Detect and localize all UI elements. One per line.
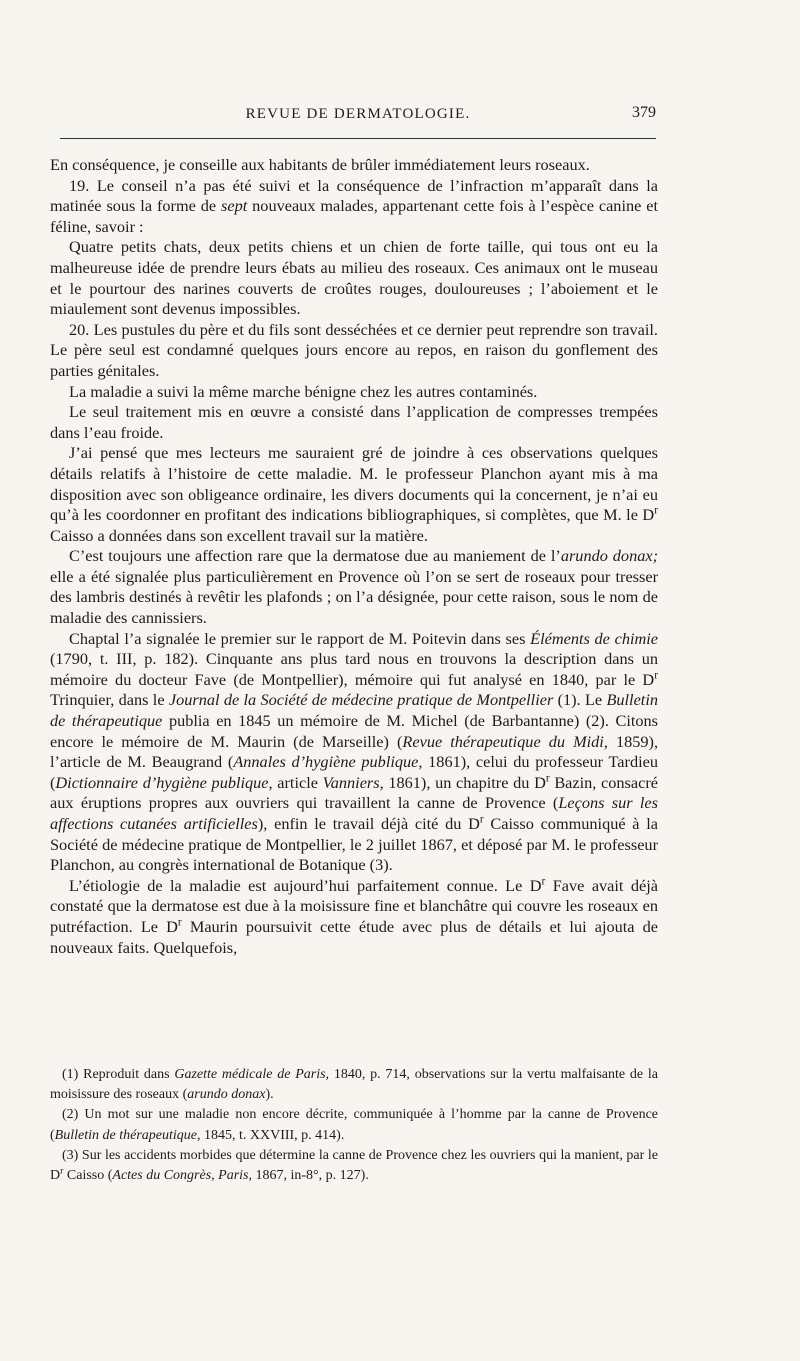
italic-text: Journal de la Société de médecine pratique de Montpellier bbox=[168, 690, 554, 710]
text-run: La maladie a suivi la même marche bénigne chez les autres contaminés. bbox=[69, 381, 538, 401]
text-run: 19. Le conseil n’a pas été suivi et la conséquence de l’infraction m’apparaît dans la matinée sous la forme de bbox=[50, 175, 658, 216]
page-number: 379 bbox=[632, 104, 656, 121]
footnote-3 bbox=[50, 1146, 658, 1186]
text-run: article bbox=[272, 772, 323, 792]
text-run: En conséquence, je conseille aux habitants de brûler immédiatement leurs roseaux. bbox=[50, 155, 590, 174]
running-header bbox=[60, 106, 656, 130]
paragraph-5 bbox=[50, 382, 658, 403]
italic-text: arundo donax; bbox=[560, 546, 658, 566]
paragraph-7 bbox=[50, 443, 658, 546]
italic-text: Actes du Congrès, Paris, bbox=[112, 1168, 252, 1184]
text-run: elle a été signalée plus particulièrement en Provence où l’on se sert de roseaux pour tresser des lambris destinés à revêtir les plafonds ; on l’a désignée, pour cette raison, sous le nom de maladie des cannissiers. bbox=[50, 566, 658, 628]
italic-text: Annales d’hygiène publique bbox=[233, 752, 419, 772]
superscript: r bbox=[541, 875, 546, 888]
text-run: Bazin, consacré aux éruptions propres aux ouvriers qui travaillent la canne de Provence ( bbox=[50, 772, 658, 813]
text-run: (3) Sur les accidents morbides que détermine la canne de Provence chez les ouvriers qui la manient, par le D bbox=[50, 1147, 658, 1184]
italic-text: Vanniers bbox=[322, 772, 380, 792]
italic-text: Bulletin de thérapeutique bbox=[50, 690, 658, 731]
italic-text: Bulletin de thérapeutique bbox=[54, 1127, 197, 1143]
text-run: 1867, in-8°, p. 127). bbox=[252, 1168, 369, 1184]
text-run: , 1859), l’article de M. Beaugrand ( bbox=[50, 731, 659, 772]
italic-text: sept bbox=[221, 196, 248, 216]
text-run: Maurin poursuivit cette étude avec plus de détails et lui ajouta de nouveaux faits. Quelquefois, bbox=[50, 916, 659, 957]
paragraph-10 bbox=[50, 876, 658, 958]
footnote-1 bbox=[50, 1065, 658, 1105]
text-run: Caisso communiqué à la Société de médecine pratique de Montpellier, le 2 juillet 1867, et déposé par M. le professeur Planchon, au congrès international de Botanique (3). bbox=[50, 814, 659, 875]
superscript: r bbox=[545, 772, 550, 785]
footnotes bbox=[50, 1065, 658, 1186]
italic-text: arundo donax bbox=[187, 1087, 266, 1103]
body-text bbox=[50, 155, 658, 958]
header-rule bbox=[60, 138, 656, 139]
text-run: 20. Les pustules du père et du fils sont desséchées et ce dernier peut reprendre son travail. Le père seul est condamné quelques jours encore au repos, en raison du gonflement des parties génitales. bbox=[50, 319, 658, 380]
superscript: r bbox=[479, 813, 484, 826]
paragraph-2 bbox=[50, 176, 658, 238]
italic-text: Revue thérapeutique du Midi bbox=[402, 731, 604, 751]
text-run: Quatre petits chats, deux petits chiens et un chien de forte taille, qui tous ont eu la malheureuse idée de prendre leurs ébats au milieu des roseaux. Ces animaux ont le museau et le pourtour des narines couverts de croûtes rouges, douloureuses ; l’aboiement et le miaulement sont devenus impossibles. bbox=[50, 237, 658, 319]
text-run: L’étiologie de la maladie est aujourd’hui parfaitement connue. Le D bbox=[69, 875, 542, 895]
text-run: C’est toujours une affection rare que la dermatose due au maniement de l’ bbox=[69, 546, 561, 566]
superscript: r bbox=[654, 504, 658, 517]
text-run: , 1845, t. XXVIII, p. 414). bbox=[196, 1127, 345, 1143]
text-run: 1840, p. 714, observations sur la vertu malfaisante de la moisissure des roseaux ( bbox=[50, 1067, 659, 1103]
superscript: r bbox=[177, 916, 182, 929]
text-run: publia en 1845 un mémoire de M. Michel (de Barbantanne) (2). Citons encore le mémoire de M. Maurin (de Marseille) ( bbox=[50, 711, 658, 751]
text-run: , 1861), celui du professeur Tardieu ( bbox=[50, 752, 658, 792]
paragraph-8 bbox=[50, 546, 658, 628]
text-run: Caisso ( bbox=[63, 1168, 113, 1184]
text-run: Fave avait déjà constaté que la dermatose est due à la moisissure fine et blanchâtre qui couvre les roseaux en putréfaction. Le D bbox=[50, 875, 658, 936]
text-run: (1) Reproduit dans bbox=[62, 1067, 175, 1082]
text-run: (1790, t. III, p. 182). Cinquante ans plus tard nous en trouvons la description dans un mémoire du docteur Fave (de Montpellier), mémoire qui fut analysé en 1840, par le D bbox=[50, 649, 658, 689]
paragraph-4 bbox=[50, 320, 658, 382]
text-run: J’ai pensé que mes lecteurs me sauraient gré de joindre à ces observations quelques détails relatifs à l’histoire de cette maladie. M. le professeur Planchon ayant mis à ma disposition avec son obligeance ordinaire, les divers documents qui la concernent, je n’ai eu qu’à les coordonner en profitant des indications bibliographiques, si complètes, que M. le D bbox=[50, 443, 658, 525]
italic-text: Leçons sur les affections cutanées artificielles bbox=[50, 793, 658, 833]
text-run: nouveaux malades, appartenant cette fois à l’espèce canine et féline, savoir : bbox=[50, 196, 658, 236]
paragraph-1 bbox=[50, 155, 658, 176]
text-run: (2) Un mot sur une maladie non encore décrite, communiquée à l’homme par la canne de Provence ( bbox=[50, 1107, 658, 1143]
superscript: r bbox=[60, 1165, 64, 1177]
italic-text: Dictionnaire d’hygiène publique, bbox=[55, 772, 273, 792]
footnote-2 bbox=[50, 1105, 658, 1145]
paragraph-3 bbox=[50, 237, 658, 319]
text-run: Trinquier, dans le bbox=[50, 690, 169, 710]
text-run: Le seul traitement mis en œuvre a consisté dans l’application de compresses trempées dans l’eau froide. bbox=[50, 402, 658, 442]
paragraph-9 bbox=[50, 629, 658, 876]
text-run: , 1861), un chapitre du D bbox=[379, 772, 546, 792]
text-run: ). bbox=[265, 1087, 274, 1103]
italic-text: Éléments de chimie bbox=[530, 628, 658, 648]
superscript: r bbox=[654, 669, 658, 682]
text-run: Caisso a données dans son excellent travail sur la matière. bbox=[50, 525, 428, 545]
text-run: ), enfin le travail déjà cité du D bbox=[257, 814, 480, 833]
text-run: Chaptal l’a signalée le premier sur le rapport de M. Poitevin dans ses bbox=[69, 628, 531, 648]
italic-text: Gazette médicale de Paris, bbox=[174, 1067, 330, 1082]
text-run: (1). Le bbox=[553, 690, 607, 710]
paragraph-6 bbox=[50, 402, 658, 443]
journal-title: REVUE DE DERMATOLOGIE. bbox=[245, 106, 471, 122]
